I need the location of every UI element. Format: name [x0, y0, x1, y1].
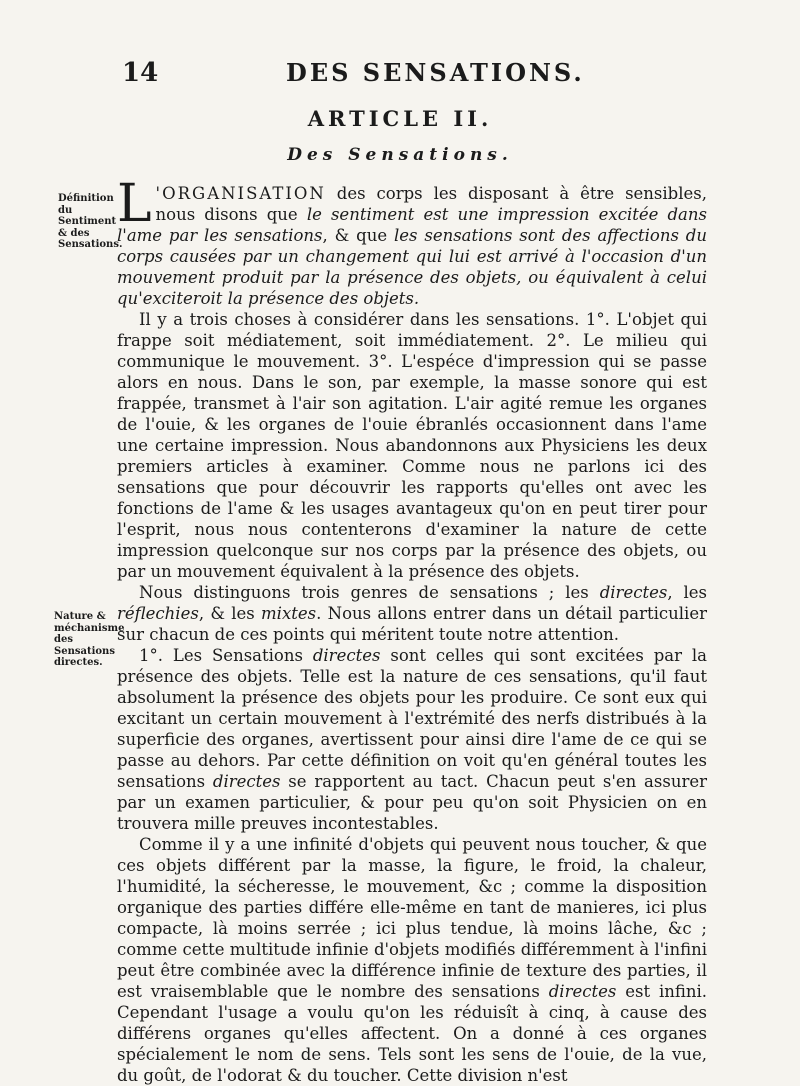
paragraph-text: Comme il y a une infinité d'objets qui peuvent nous toucher, & que ces objets différent par la masse, la figure, le froid, la chaleur, l'humidité, la sécheresse, le mouvement, &c ; comme la disposition organique des parties différe elle-même en tant de manieres, ici plus compacte, là moins serrée ; ici plus tendue, là moins lâche, &c ; comme cette multitude infinie d'objets modifiés différemment à l'infini peut être combinée avec la différence infinie de texture des parties, il est vraisemblable que le nombre des sensations	[117, 835, 707, 1001]
paragraph-text: Nous distinguons trois genres de sensations ; les	[139, 583, 600, 602]
paragraph-text: se rapportent au tact. Chacun peut s'en assurer par un examen particulier, & pour peu qu'on soit Physicien on en trouvera mille preuves incontestables.	[117, 772, 707, 833]
article-heading: ARTICLE II.	[307, 106, 493, 131]
italic-definition: les sensations sont des affections du corps causées par un changement qui lui est arrivé à l'occasion d'un mouvement produit par la présence des objets, ou équivalent à celui qu'exciteroit la présence des objets.	[117, 226, 707, 308]
italic-term: directes	[548, 982, 617, 1001]
body-text	[117, 174, 708, 1086]
paragraph-text: 1°. Les Sensations	[139, 646, 313, 665]
paragraph-text: des corps les disposant à être sensibles, nous disons que	[155, 184, 707, 224]
paragraph-4	[117, 645, 707, 834]
drop-cap: L	[117, 174, 152, 234]
running-title: DES SENSATIONS.	[286, 58, 585, 87]
italic-term: mixtes	[261, 604, 317, 623]
italic-definition: le sentiment est une impression excitée dans l'ame par les sensations	[117, 205, 707, 245]
italic-term: directes	[212, 772, 281, 791]
paragraph-text: , les	[667, 583, 708, 602]
paragraph-text: , & les	[198, 604, 262, 623]
italic-term: directes	[312, 646, 381, 665]
margin-note-definition: Définition du Sentiment & des Sensations.	[58, 193, 123, 250]
paragraph-5	[117, 834, 707, 1086]
paragraph-text: , & que	[322, 226, 394, 245]
paragraph-text: est infini. Cependant l'usage a voulu qu'on les réduisît à cinq, à cause des différens organes qu'elles affectent. On a donné à ces organes spécialement le nom de sens. Tels sont les sens de l'ouie, de la vue, du goût, de l'odorat & du toucher. Cette division n'est	[117, 982, 707, 1085]
paragraph-2: Il y a trois choses à considérer dans les sensations. 1°. L'objet qui frappe soit médiatement, soit immédiatement. 2°. Le milieu qui communique le mouvement. 3°. L'espéce d'impression qui se passe alors en nous. Dans le son, par exemple, la masse sonore qui est frappée, transmet à l'air son agitation. L'air agité remue les organes de l'ouie, & les organes de l'ouie ébranlés occasionnent dans l'ame une certaine impression. Nous abandonnons aux Physiciens les deux premiers articles à examiner. Comme nous ne parlons ici des sensations que pour découvrir les rapports qu'elles ont avec les fonctions de l'ame & les usages avantageux qu'on en peut tirer pour l'esprit, nous nous contenterons d'examiner la nature de cette impression quelconque sur nos corps par la présence des objets, ou par un mouvement équivalent à la présence des objets.	[117, 310, 707, 581]
italic-term: directes	[599, 583, 668, 602]
italic-term: réflechies	[117, 604, 199, 623]
page-number: 14	[122, 58, 159, 88]
margin-note-nature: Nature & méchanisme des Sensations directes.	[54, 611, 125, 668]
page-header	[0, 58, 800, 88]
paragraph-text: . Nous allons entrer dans un détail particulier sur chacun de ces points qui méritent toute notre attention.	[117, 604, 707, 644]
paragraph-1	[117, 174, 707, 309]
paragraph-3	[117, 582, 707, 645]
paragraph-text: sont celles qui sont excitées par la présence des objets. Telle est la nature de ces sensations, qu'il faut absolument la présence des objets pour les produire. Ce sont eux qui excitant un certain mouvement à l'extrémité des nerfs distribués à la superficie des organes, avertissent pour ainsi dire l'ame de ce qui se passe au dehors. Par cette définition on voit qu'en général toutes les sensations	[117, 646, 707, 791]
small-caps-word: 'ORGANISATION	[155, 184, 326, 203]
section-heading: Des Sensations.	[287, 145, 513, 165]
